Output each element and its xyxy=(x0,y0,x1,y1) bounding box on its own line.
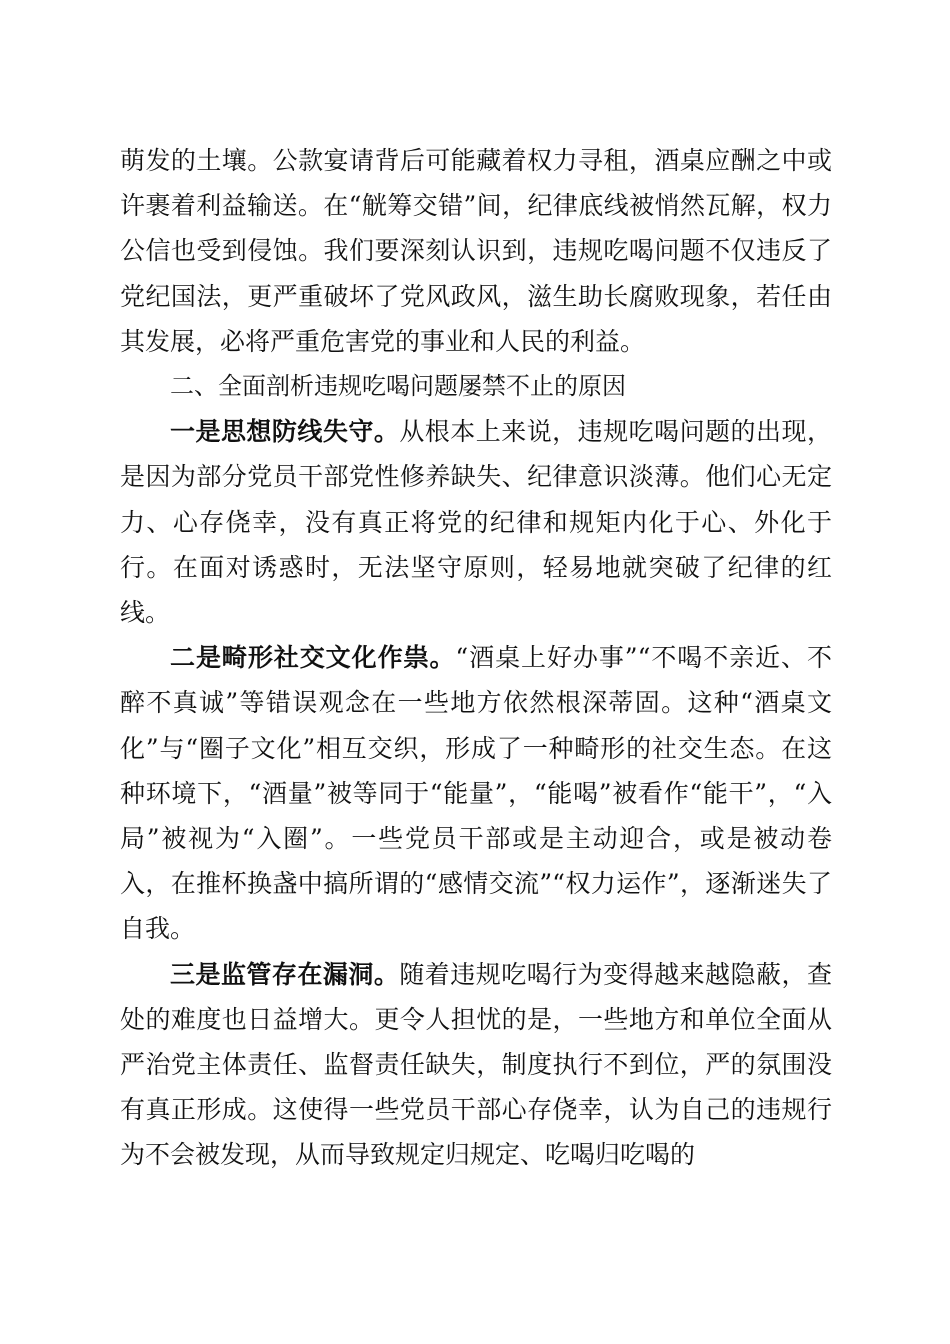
point-lead-3: 三是监管存在漏洞。 xyxy=(170,959,400,989)
point-paragraph-3 xyxy=(120,952,832,1178)
point-body-3: 随着违规吃喝行为变得越来越隐蔽，查处的难度也日益增大。更令人担忧的是，一些地方和单位全面从严治党主体责任、监督责任缺失，制度执行不到位，严的氛围没有真正形成。这使得一些党员干部心存侥幸，认为自己的违规行为不会被发现，从而导致规定归规定、吃喝归吃喝的 xyxy=(120,959,832,1170)
point-body-1: 从根本上来说，违规吃喝问题的出现，是因为部分党员干部党性修养缺失、纪律意识淡薄。他们心无定力、心存侥幸，没有真正将党的纪律和规矩内化于心、外化于行。在面对诱惑时，无法坚守原则，轻易地就突破了纪律的红线。 xyxy=(120,417,832,628)
section-heading: 二、全面剖析违规吃喝问题屡禁不止的原因 xyxy=(170,372,626,401)
point-lead-2: 二是畸形社交文化作祟。 xyxy=(170,643,456,673)
point-body-2: “酒桌上好办事”“不喝不亲近、不醉不真诚”等错误观念在一些地方依然根深蒂固。这种“酒桌文化”与“圈子文化”相互交织，形成了一种畸形的社交生态。在这种环境下，“酒量”被等同于“能量”，“能喝”被看作“能干”，“入局”被视为“入圈”。一些党员干部或是主动迎合，或是被动卷入，在推杯换盏中搞所谓的“感情交流”“权力运作”，逐渐迷失了自我。 xyxy=(120,643,832,944)
document-page xyxy=(120,138,832,1178)
intro-paragraph: 萌发的土壤。公款宴请背后可能藏着权力寻租，酒桌应酬之中或许裹着利益输送。在“觥筹交错”间，纪律底线被悄然瓦解，权力公信也受到侵蚀。我们要深刻认识到，违规吃喝问题不仅违反了党纪国法，更严重破坏了党风政风，滋生助长腐败现象，若任由其发展，必将严重危害党的事业和人民的利益。 xyxy=(120,146,832,356)
point-paragraph-1 xyxy=(120,409,832,635)
point-lead-1: 一是思想防线失守。 xyxy=(170,417,400,447)
point-paragraph-2 xyxy=(120,635,832,951)
